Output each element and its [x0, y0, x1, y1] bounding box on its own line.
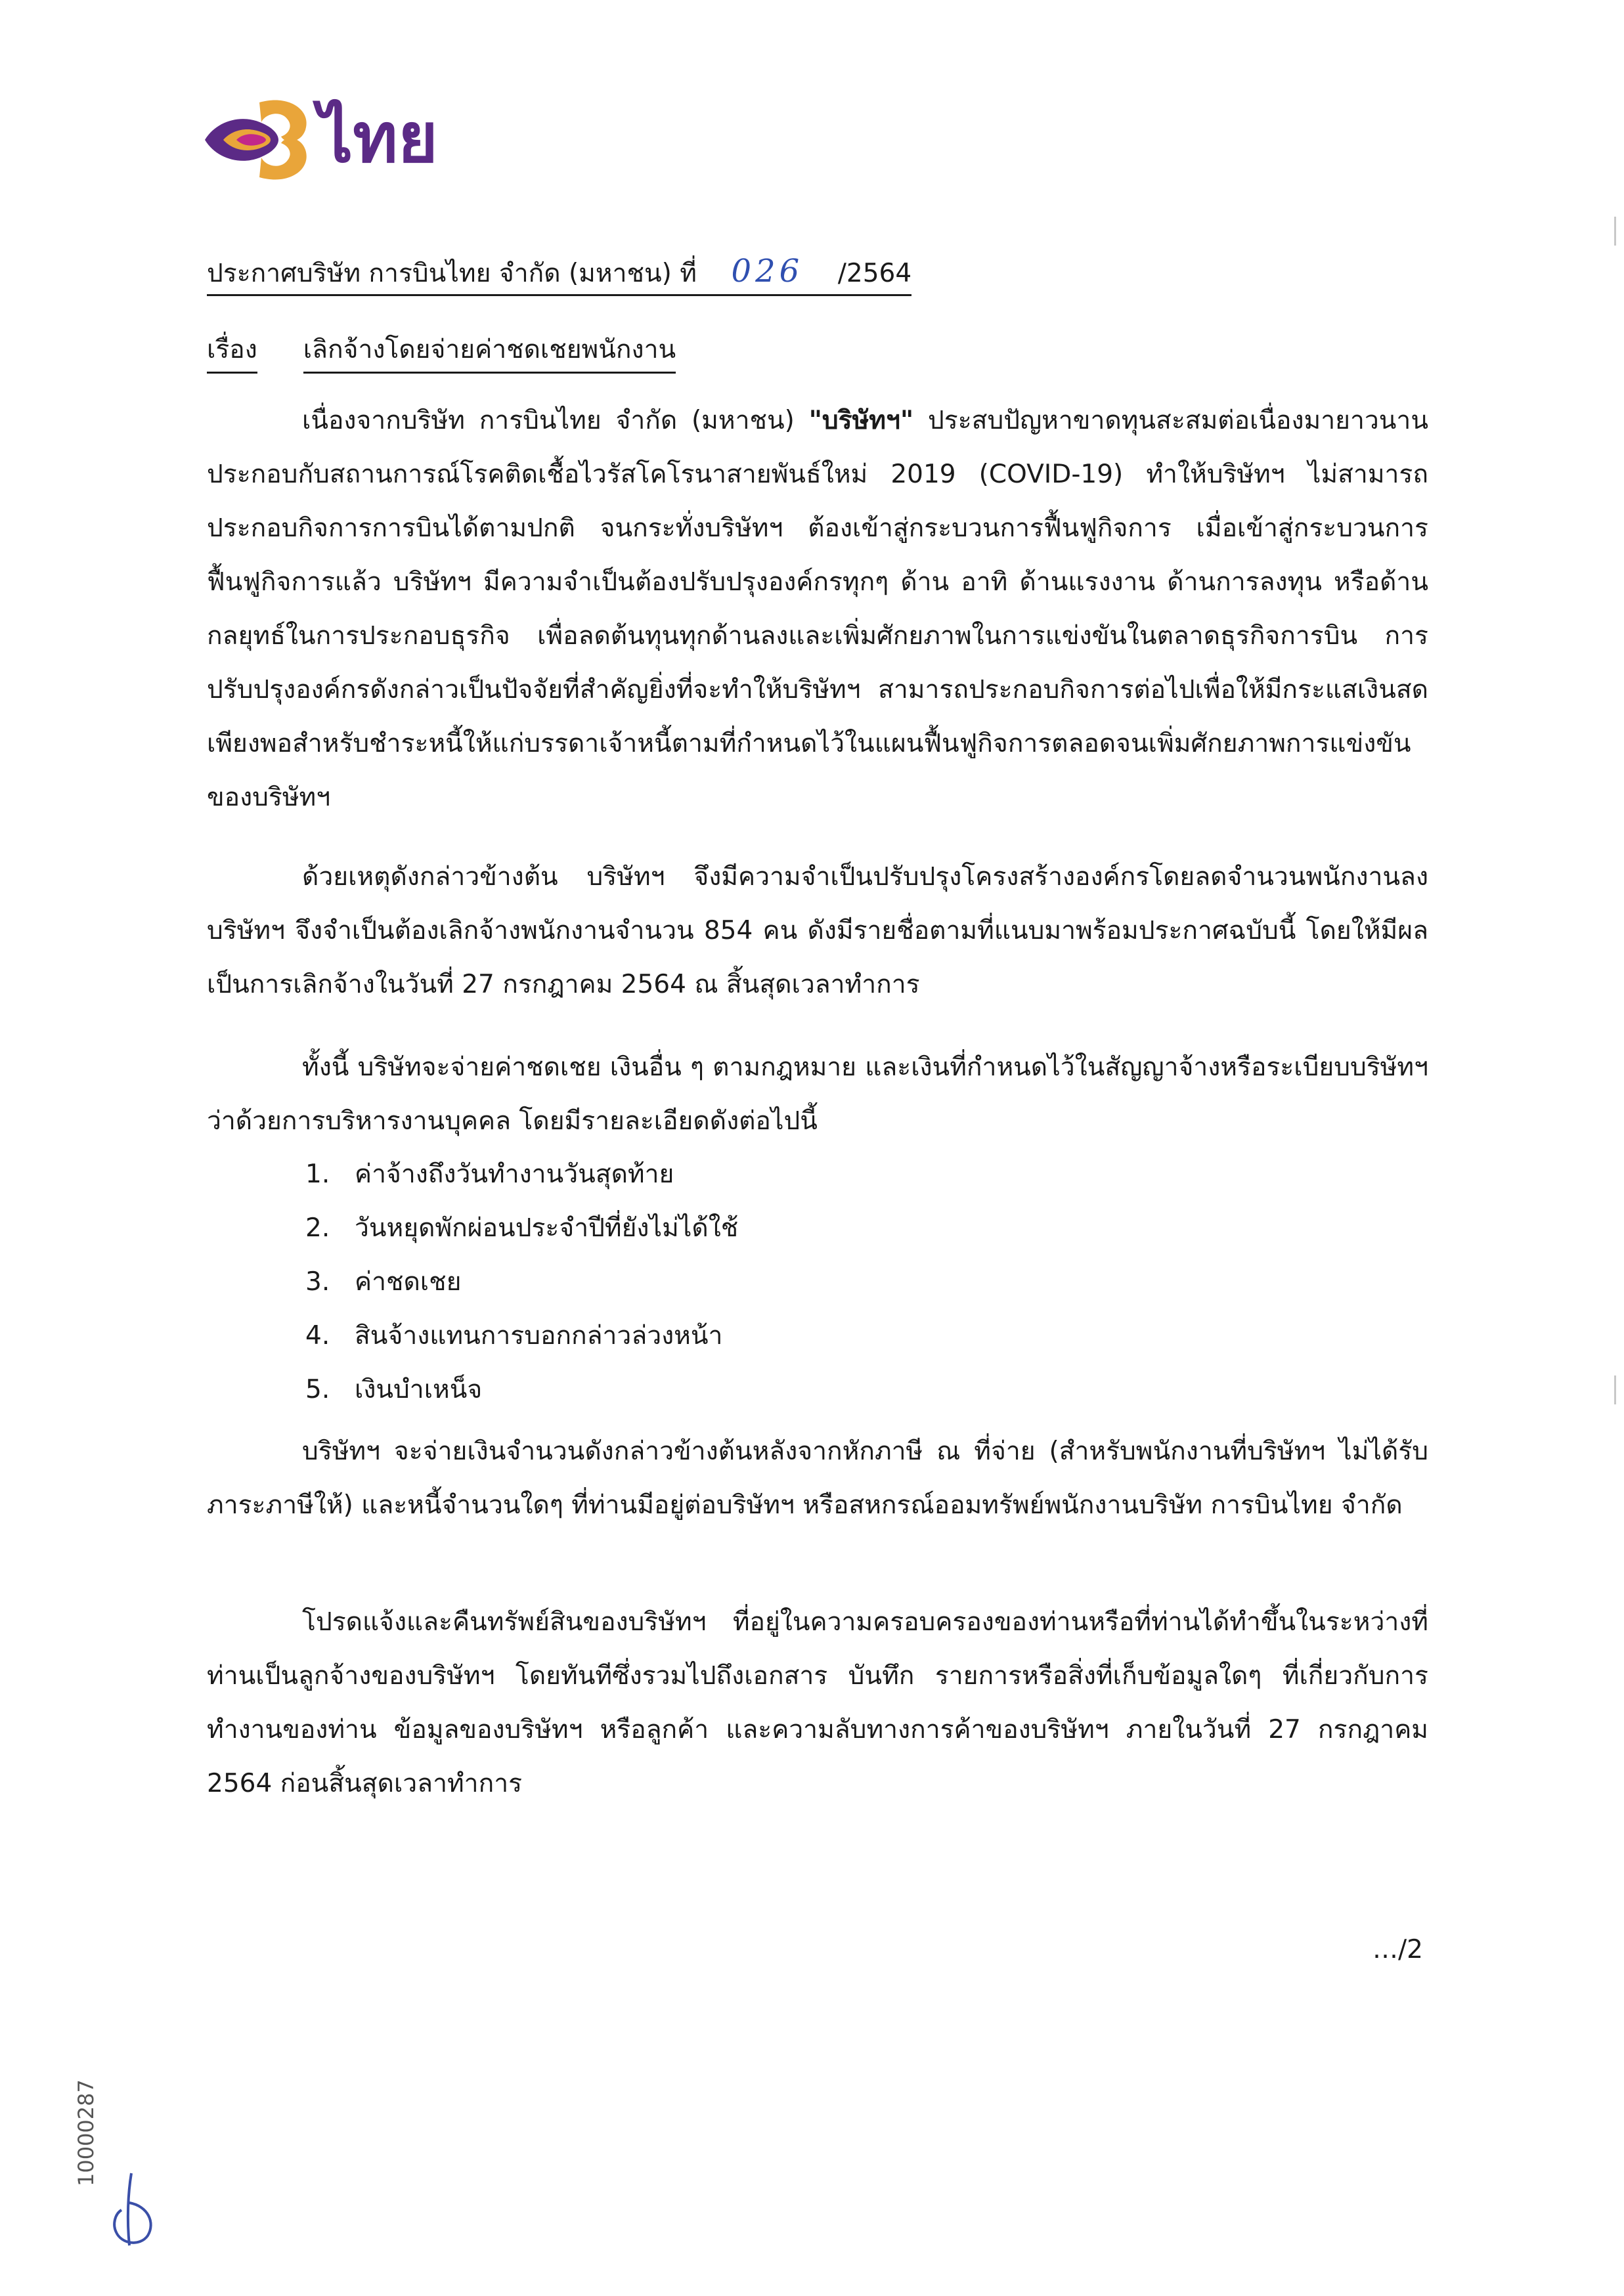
handwritten-initial-mark — [102, 2167, 161, 2265]
list-item-number: 1. — [305, 1159, 330, 1189]
list-item — [305, 1148, 738, 1202]
announcement-year: /2564 — [837, 259, 912, 288]
paragraph-background — [207, 394, 1428, 825]
list-item-text: ค่าชดเชย — [355, 1267, 462, 1297]
page-continuation-marker: …/2 — [1372, 1935, 1423, 1964]
paragraph-background-text-1: เนื่องจากบริษัท การบินไทย จำกัด (มหาชน) — [302, 406, 809, 435]
subject-text: เลิกจ้างโดยจ่ายค่าชดเชยพนักงาน — [303, 328, 676, 374]
thai-orchid-icon — [197, 91, 315, 189]
company-short-name: "บริษัทฯ" — [808, 406, 914, 435]
list-item — [305, 1202, 738, 1255]
paragraph-tax-deduction: บริษัทฯ จะจ่ายเงินจำนวนดังกล่าวข้างต้นหลังจากหักภาษี ณ ที่จ่าย (สำหรับพนักงานที่บริษัทฯ ไม่ได้รับภาระภาษีให้) และหนี้จำนวนใดๆ ที่ท่านมีอยู่ต่อบริษัทฯ หรือสหกรณ์ออมทรัพย์พนักงานบริษัท การบินไทย จำกัด — [207, 1437, 1428, 1520]
scan-edge-mark — [1614, 1375, 1616, 1404]
list-item-text: ค่าจ้างถึงวันทำงานวันสุดท้าย — [355, 1159, 674, 1189]
paragraph-layoff-decision: ด้วยเหตุดังกล่าวข้างต้น บริษัทฯ จึงมีความจำเป็นปรับปรุงโครงสร้างองค์กรโดยลดจำนวนพนักงานลง บริษัทฯ จึงจำเป็นต้องเลิกจ้างพนักงานจำนวน 854 คน ดังมีรายชื่อตามที่แนบมาพร้อมประกาศฉบับนี้ โดยให้มีผลเป็นการเลิกจ้างในวันที่ 27 กรกฎาคม 2564 ณ สิ้นสุดเวลาทำการ — [207, 862, 1428, 999]
list-item — [305, 1255, 738, 1309]
list-item-text: วันหยุดพักผ่อนประจำปีที่ยังไม่ได้ใช้ — [355, 1213, 739, 1243]
paragraph-background-text-2: ประสบปัญหาขาดทุนสะสมต่อเนื่องมายาวนาน ประกอบกับสถานการณ์โรคติดเชื้อไวรัสโคโรนาสายพันธ์ใหม่ 2019 (COVID-19) ทำให้บริษัทฯ ไม่สามารถประกอบกิจการการบินได้ตามปกติ จนกระทั่งบริษัทฯ ต้องเข้าสู่กระบวนการฟื้นฟูกิจการ เมื่อเข้าสู่กระบวนการฟื้นฟูกิจการแล้ว บริษัทฯ มีความจำเป็นต้องปรับปรุงองค์กรทุกๆ ด้าน อาทิ ด้านแรงงาน ด้านการลงทุน หรือด้านกลยุทธ์ในการประกอบธุรกิจ เพื่อลดต้นทุนทุกด้านลงและเพิ่มศักยภาพในการแข่งขันในตลาดธุรกิจการบิน การปรับปรุงองค์กรดังกล่าวเป็นปัจจัยที่สำคัญยิ่งที่จะทำให้บริษัทฯ สามารถประกอบกิจการต่อไปเพื่อให้มีกระแสเงินสดเพียงพอสำหรับชำระหนี้ให้แก่บรรดาเจ้าหนี้ตามที่กำหนดไว้ในแผนฟื้นฟูกิจการตลอดจนเพิ่มศักยภาพการแข่งขันของบริษัทฯ — [207, 406, 1428, 812]
list-item — [305, 1363, 738, 1417]
list-item-number: 2. — [305, 1213, 330, 1243]
logo-wordmark: ไทย — [318, 98, 438, 178]
paragraph-compensation-intro: ทั้งนี้ บริษัทจะจ่ายค่าชดเชย เงินอื่น ๆ ตามกฎหมาย และเงินที่กำหนดไว้ในสัญญาจ้างหรือระเบียบบริษัทฯ ว่าด้วยการบริหารงานบุคคล โดยมีรายละเอียดดังต่อไปนี้ — [207, 1052, 1428, 1136]
document-code-text: 10000287 — [74, 2079, 99, 2186]
announcement-prefix: ประกาศบริษัท การบินไทย จำกัด (มหาชน) ที่ — [207, 259, 697, 288]
compensation-list — [305, 1148, 738, 1417]
paragraph-return-property: โปรดแจ้งและคืนทรัพย์สินของบริษัทฯ ที่อยู่ในความครอบครองของท่านหรือที่ท่านได้ทำขึ้นในระหว่างที่ท่านเป็นลูกจ้างของบริษัทฯ โดยทันทีซึ่งรวมไปถึงเอกสาร บันทึก รายการหรือสิ่งที่เก็บข้อมูลใดๆ ที่เกี่ยวกับการทำงานของท่าน ข้อมูลของบริษัทฯ หรือลูกค้า และความลับทางการค้าของบริษัทฯ ภายในวันที่ 27 กรกฎาคม 2564 ก่อนสิ้นสุดเวลาทำการ — [207, 1607, 1428, 1798]
announcement-number-line — [207, 248, 911, 296]
scan-edge-mark — [1614, 217, 1616, 246]
subject-line — [207, 327, 676, 373]
subject-label: เรื่อง — [207, 328, 257, 374]
list-item-number: 4. — [305, 1321, 330, 1351]
list-item-number: 5. — [305, 1375, 330, 1404]
list-item-text: สินจ้างแทนการบอกกล่าวล่วงหน้า — [355, 1321, 723, 1351]
list-item-number: 3. — [305, 1267, 330, 1297]
list-item — [305, 1309, 738, 1363]
announcement-number: 026 — [731, 253, 804, 290]
company-logo — [197, 91, 460, 189]
list-item-text: เงินบำเหน็จ — [355, 1375, 483, 1404]
